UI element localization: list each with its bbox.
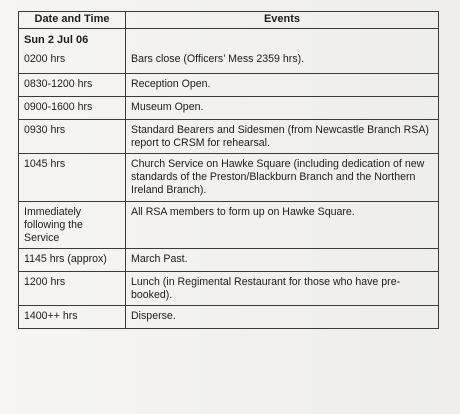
event-cell: Museum Open. <box>126 97 439 120</box>
table-header-row <box>19 12 439 29</box>
table-row <box>19 154 439 202</box>
event-cell: Standard Bearers and Sidesmen (from Newcastle Branch RSA) report to CRSM for rehearsal. <box>126 120 439 154</box>
time-cell <box>19 29 126 74</box>
table-row <box>19 306 439 329</box>
time-text: 0200 hrs <box>24 53 66 65</box>
time-cell: 1045 hrs <box>19 154 126 202</box>
event-cell: Bars close (Officers’ Mess 2359 hrs). <box>126 29 439 74</box>
time-cell: 0900-1600 hrs <box>19 97 126 120</box>
table-row <box>19 120 439 154</box>
table-row <box>19 97 439 120</box>
table-row <box>19 202 439 249</box>
event-cell: Disperse. <box>126 306 439 329</box>
time-cell: 1200 hrs <box>19 272 126 306</box>
events-schedule-table <box>18 11 439 329</box>
table-row <box>19 272 439 306</box>
table-row <box>19 29 439 74</box>
date-heading: Sun 2 Jul 06 <box>24 34 89 46</box>
header-date-and-time: Date and Time <box>19 12 126 29</box>
event-cell: All RSA members to form up on Hawke Square. <box>126 202 439 249</box>
time-cell: Immediately following the Service <box>19 202 126 249</box>
table-row <box>19 74 439 97</box>
time-cell: 1145 hrs (approx) <box>19 249 126 272</box>
event-cell: March Past. <box>126 249 439 272</box>
time-cell: 1400++ hrs <box>19 306 126 329</box>
time-cell: 0930 hrs <box>19 120 126 154</box>
event-cell: Church Service on Hawke Square (including dedication of new standards of the Preston/Blackburn Branch and the Northern Ireland Branch). <box>126 154 439 202</box>
event-cell: Lunch (in Regimental Restaurant for those who have pre-booked). <box>126 272 439 306</box>
header-events: Events <box>126 12 439 29</box>
table-row <box>19 249 439 272</box>
event-cell: Reception Open. <box>126 74 439 97</box>
time-cell: 0830-1200 hrs <box>19 74 126 97</box>
